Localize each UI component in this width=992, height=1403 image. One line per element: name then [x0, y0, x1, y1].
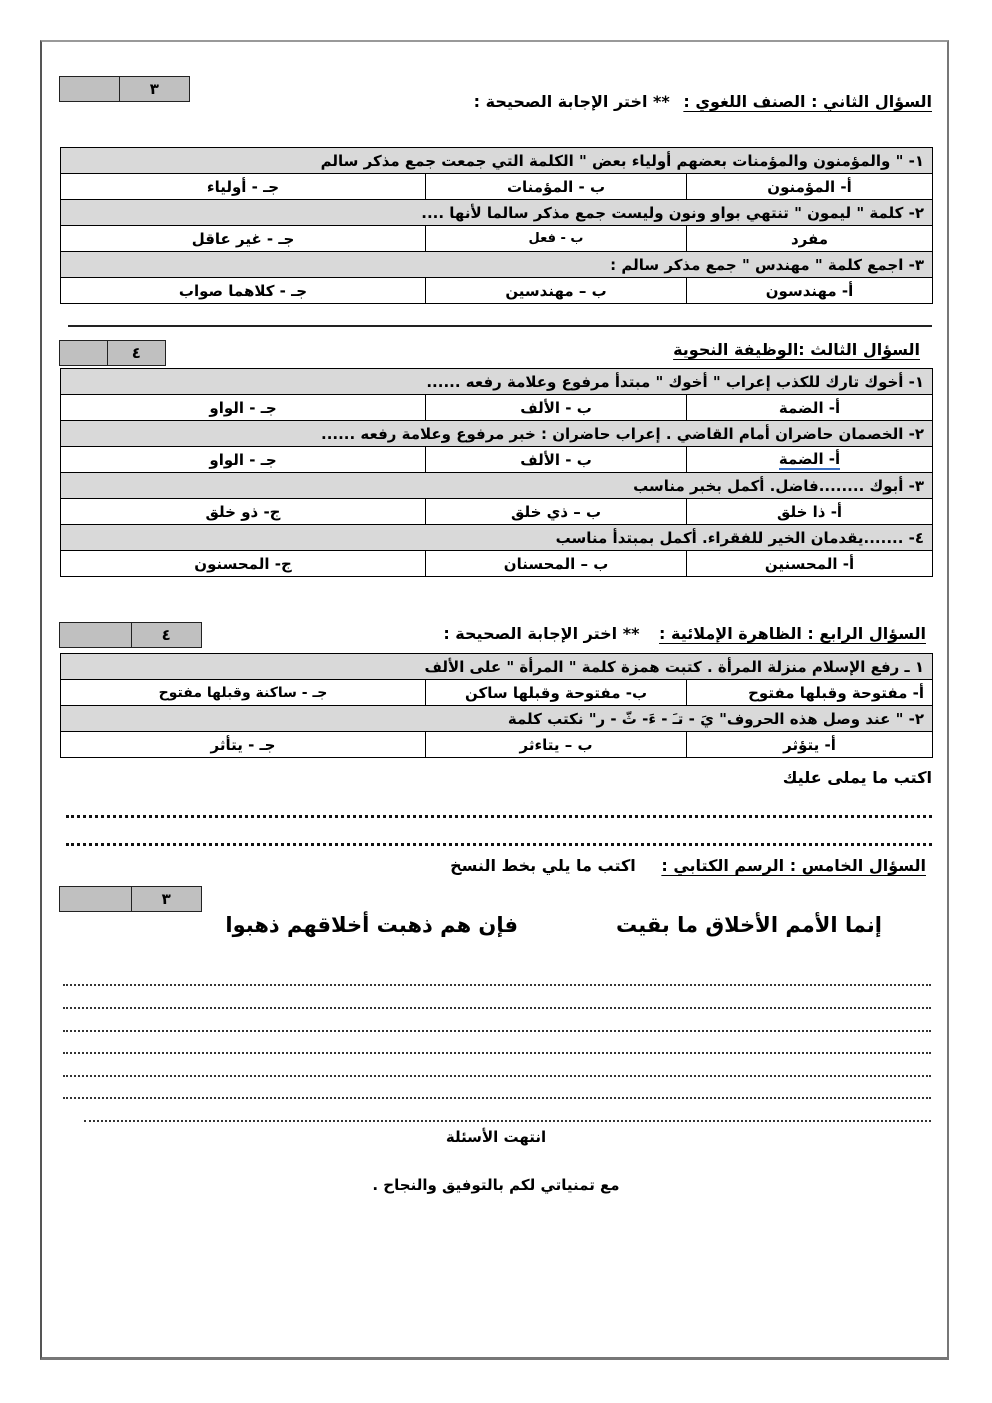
option-c[interactable]: جـ - أولياء — [61, 174, 426, 200]
option-a[interactable]: أ- مهندسون — [687, 278, 933, 304]
writing-line-2[interactable] — [63, 1007, 931, 1009]
section2-table — [60, 147, 933, 304]
option-b[interactable]: ب- مفتوحة وقبلها ساكن — [426, 680, 687, 706]
end-of-questions: انتهت الأسئلة — [445, 1128, 547, 1146]
verse-first-hemistich: إنما الأمم الأخلاق ما بقيت — [616, 913, 882, 937]
section3-heading — [673, 340, 920, 359]
option-a[interactable]: أ- مفتوحة وقبلها مفتوح — [687, 680, 933, 706]
question-stem: ٤- .......يقدمان الخير للفقراء. أكمل بمبتدأ مناسب — [61, 525, 933, 551]
score-max-value: ٣ — [161, 890, 171, 908]
option-a[interactable]: أ- المحسنين — [687, 551, 933, 577]
option-b[interactable]: ب - المؤمنات — [426, 174, 687, 200]
writing-line-7[interactable] — [84, 1120, 931, 1122]
section4-heading — [443, 624, 926, 643]
section4-title: السؤال الرابع : الظاهرة الإملائية : — [659, 624, 926, 643]
section5-heading — [450, 856, 926, 875]
question-stem: ٣- أبوك ........فاضل. أكمل بخبر مناسب — [61, 473, 933, 499]
options-row — [61, 278, 933, 304]
options-row — [61, 226, 933, 252]
option-c[interactable]: جـ - الواو — [61, 447, 426, 473]
dictation-line-1[interactable] — [66, 815, 932, 818]
dictation-label: اكتب ما يملى عليك — [782, 768, 932, 787]
question-stem: ٢- كلمة " ليمون " تنتهي بواو ونون وليست جمع مذكر سالما لأنها .... — [61, 200, 933, 226]
question-stem: ٢- " عند وصل هذه الحروف" يَ - تـَ - ءَ- ثّ - ر" نكتب كلمة — [61, 706, 933, 732]
score-blank-cell[interactable] — [60, 341, 108, 365]
writing-line-6[interactable] — [63, 1097, 931, 1099]
score-max-value: ٤ — [161, 626, 171, 644]
score-box-section2 — [59, 76, 190, 102]
option-b[interactable]: ب - الألف — [426, 395, 687, 421]
writing-line-1[interactable] — [63, 984, 931, 986]
section-divider — [68, 325, 932, 327]
writing-line-3[interactable] — [63, 1030, 931, 1032]
good-luck-wishes: مع تمنياتي لكم بالتوفيق والنجاح . — [372, 1176, 620, 1194]
option-b[interactable]: ب – يتاءثر — [426, 732, 687, 758]
score-blank-cell[interactable] — [60, 623, 132, 647]
option-c[interactable]: جـ - يتأثر — [61, 732, 426, 758]
score-max-value: ٤ — [131, 344, 141, 362]
option-a-text: أ- الضمة — [778, 449, 841, 468]
section5-title: السؤال الخامس : الرسم الكتابي : — [661, 856, 926, 875]
question-stem: ١- أخوك تارك للكذب إعراب " أخوك " مبتدأ مرفوع وعلامة رفعه ...... — [61, 369, 933, 395]
question-stem-row — [61, 148, 933, 174]
score-blank-cell[interactable] — [60, 887, 132, 911]
option-b[interactable]: ب - فعل — [426, 226, 687, 252]
option-a[interactable]: أ- المؤمنون — [687, 174, 933, 200]
question-stem: ٢- الخصمان حاضران أمام القاضي . إعراب حاضران : خبر مرفوع وعلامة رفعه ...... — [61, 421, 933, 447]
dictation-line-2[interactable] — [66, 843, 932, 846]
option-a[interactable]: أ- الضمة — [687, 395, 933, 421]
writing-line-4[interactable] — [63, 1052, 931, 1054]
option-c[interactable]: جـ - كلاهما صواب — [61, 278, 426, 304]
verse-second-hemistich: فإن هم ذهبت أخلاقهم ذهبوا — [225, 913, 518, 937]
option-b[interactable]: ب - الألف — [426, 447, 687, 473]
score-blank-cell[interactable] — [60, 77, 120, 101]
question-stem: ١ ـ رفع الإسلام منزلة المرأة . كتبت همزة كلمة " المرأة " على الألف — [61, 654, 933, 680]
section4-instruction: ** اختر الإجابة الصحيحة : — [443, 624, 640, 643]
option-c[interactable]: ج- المحسنون — [61, 551, 426, 577]
section4-table — [60, 653, 933, 758]
option-a[interactable]: أ- ذا خلق — [687, 499, 933, 525]
option-a[interactable]: مفرد — [687, 226, 933, 252]
score-box-section3 — [59, 340, 166, 366]
score-box-section4 — [59, 622, 202, 648]
option-c[interactable]: جـ - غير عاقل — [61, 226, 426, 252]
score-max-value: ٣ — [149, 80, 159, 98]
score-box-section5 — [59, 886, 202, 912]
question-stem: ١- " والمؤمنون والمؤمنات بعضهم أولياء بعض " الكلمة التي جمعت جمع مذكر سالم — [61, 148, 933, 174]
section3-title: السؤال الثالث :الوظيفة النحوية — [673, 340, 920, 359]
options-row — [61, 174, 933, 200]
option-c[interactable]: جـ - ساكنة وقبلها مفتوح — [61, 680, 426, 706]
option-c[interactable]: ج- ذو خلق — [61, 499, 426, 525]
question-stem: ٣- اجمع كلمة " مهندس " جمع مذكر سالم : — [61, 252, 933, 278]
section2-title: السؤال الثاني : الصنف اللغوي : — [683, 92, 932, 111]
section2-heading — [474, 92, 932, 111]
option-a[interactable] — [687, 447, 933, 473]
option-a[interactable]: أ- يتؤثر — [687, 732, 933, 758]
writing-line-5[interactable] — [63, 1075, 931, 1077]
option-b[interactable]: ب – ذي خلق — [426, 499, 687, 525]
option-b[interactable]: ب – المحسنان — [426, 551, 687, 577]
section2-instruction: ** اختر الإجابة الصحيحة : — [473, 92, 670, 111]
question-stem-row — [61, 200, 933, 226]
option-c[interactable]: جـ - الواو — [61, 395, 426, 421]
option-b[interactable]: ب – مهندسين — [426, 278, 687, 304]
section5-instruction: اكتب ما يلي بخط النسخ — [450, 856, 636, 875]
question-stem-row — [61, 252, 933, 278]
section3-table — [60, 368, 933, 577]
